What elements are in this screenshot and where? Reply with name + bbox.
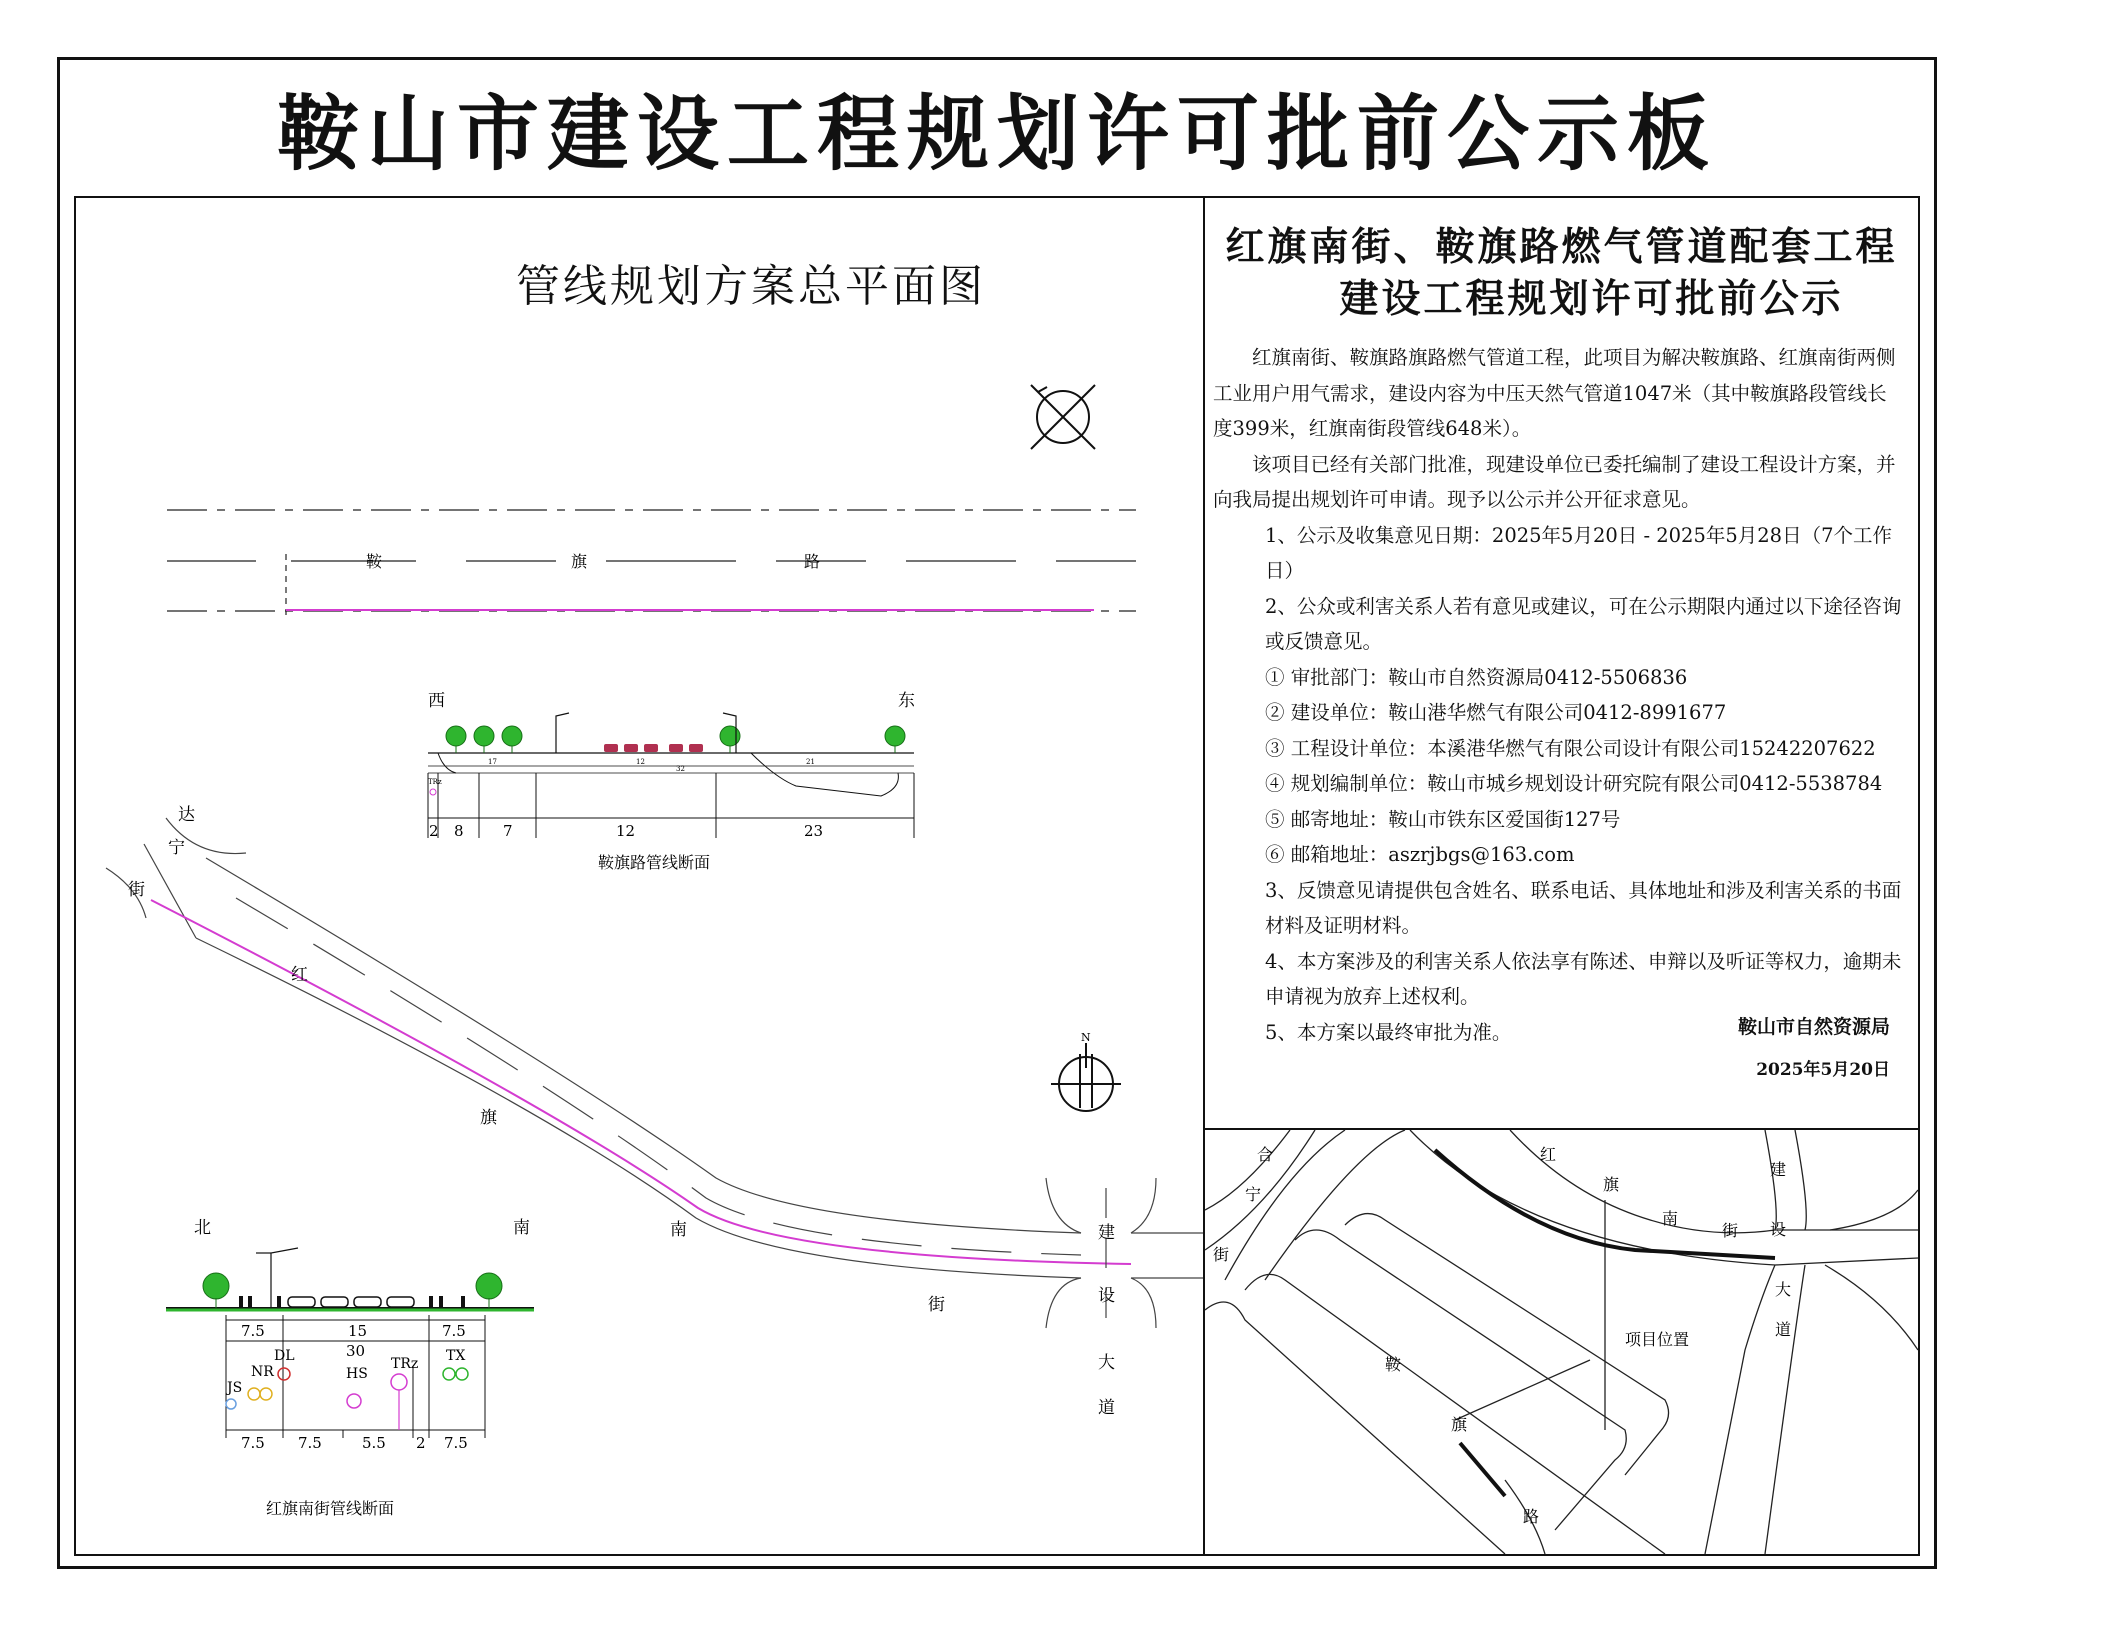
hongqi-road-label-3: 南 [670,1220,687,1240]
notice-item3: 3、反馈意见请提供包含姓名、联系电话、具体地址和涉及利害关系的书面材料及证明材料。 [1265,878,1902,937]
map-an-1: 鞍 [1385,1355,1402,1374]
anqi-road [167,510,1136,618]
hongqi-road-label-2: 旗 [480,1108,497,1128]
section1-dim-2: 8 [454,822,464,840]
drawing-title: 管线规划方案总平面图 [516,261,986,312]
section1-topdim-2: 12 [636,758,645,766]
section2-bdim-5: 7.5 [444,1434,468,1452]
jianshe-road-label-4: 道 [1098,1398,1115,1418]
contact-designer: ③ 工程设计单位：本溪港华燃气有限公司设计有限公司15242207622 [1265,736,1876,760]
da-road-label-2: 宁 [168,838,185,858]
jianshe-road-label-1: 建 [1098,1223,1115,1243]
map-jianshe-1: 建 [1770,1160,1787,1179]
plan-svg [76,198,1203,1554]
map-an-2: 旗 [1451,1415,1468,1434]
map-hong-4: 街 [1722,1221,1739,1240]
map-jianshe-3: 大 [1775,1280,1792,1299]
plan-drawing [76,198,1205,1554]
notice-item1: 1、公示及收集意见日期：2025年5月20日 - 2025年5月28日（7个工作日） [1265,523,1892,582]
section2-bdim-1: 7.5 [241,1434,265,1452]
hongqi-road [106,818,1081,1278]
pipe-hs-label: HS [346,1366,368,1382]
map-jianshe-2: 设 [1770,1220,1787,1239]
notice-para2: 该项目已经有关部门批准，现建设单位已委托编制了建设工程设计方案，并向我局提出规划许可申请。现予以公示并公开征求意见。 [1213,452,1896,511]
section1-dim-3: 7 [503,822,513,840]
location-map-svg [1205,1130,1918,1554]
section2-topdim-1: 7.5 [241,1322,265,1340]
section1-west: 西 [428,691,445,711]
section2-topdim-2: 15 [348,1322,368,1340]
hongqi-pipe [151,900,1131,1264]
da-road-label-1: 达 [178,805,195,825]
jianshe-road-label-3: 大 [1098,1353,1115,1373]
notice-title-line2: 建设工程规划许可批前公示 [1339,276,1844,322]
anqi-road-label-2: 旗 [571,552,588,571]
section2-bdim-4: 2 [416,1434,426,1452]
notice-para1: 红旗南街、鞍旗路旗路燃气管道工程，此项目为解决鞍旗路、红旗南街两侧工业用户用气需求，建设内容为中压天然气管道1047米（其中鞍旗路段管线长度399米，红旗南街段管线648米）。 [1213,346,1896,440]
section1-caption: 鞍旗路管线断面 [598,853,711,872]
section2-bdim-2: 7.5 [298,1434,322,1452]
contact-builder: ② 建设单位：鞍山港华燃气有限公司0412-8991677 [1265,701,1727,724]
north-label: N [1081,1031,1091,1044]
notice-date: 2025年5月20日 [1756,1060,1890,1080]
notice-item2: 2、公众或利害关系人若有意见或建议，可在公示期限内通过以下途径咨询或反馈意见。 [1265,594,1902,653]
map-hong-2: 旗 [1603,1175,1620,1194]
da-road-label-3: 街 [128,880,145,900]
pipe-dl-label: DL [274,1348,295,1364]
section2-total: 30 [346,1342,366,1360]
notice-item4: 4、本方案涉及的利害关系人依法享有陈述、申辩以及听证等权力，逾期未申请视为放弃上述权利。 [1265,949,1902,1008]
notice-item5: 5、本方案以最终审批为准。 [1265,1020,1512,1044]
section1-topdim-1: 17 [488,758,497,766]
hongqi-road-label-1: 红 [291,965,308,985]
section2-topdim-3: 7.5 [442,1322,466,1340]
section2-caption: 红旗南街管线断面 [266,1499,395,1518]
section1-pipe-icon [430,789,436,795]
contact-address: ⑤ 邮寄地址：鞍山市铁东区爱国街127号 [1265,807,1621,831]
map-he-3: 街 [1213,1245,1230,1264]
pipe-trz-label: TRz [391,1356,419,1372]
section1-dim-1: 2 [429,822,439,840]
location-map [1205,1130,1918,1554]
contact-approval: ① 审批部门：鞍山市自然资源局0412-5506836 [1265,665,1688,689]
section1-topdim-3: 32 [676,765,685,773]
pipe-tx-label: TX [446,1348,466,1364]
north-arrow-2-icon [1051,1043,1121,1111]
notice-body [1213,340,1905,1050]
notice-board-frame [57,57,1937,1569]
notice-panel [1205,198,1918,1130]
section1-topdim-4: 21 [806,758,815,766]
hongqi-section [166,1218,534,1518]
anqi-section [428,691,915,872]
contact-email: ⑥ 邮箱地址：aszrjbgs@163.com [1265,843,1575,866]
pipe-nr-label: NR [251,1364,274,1380]
hongqi-road-label-4: 街 [928,1295,945,1315]
board-title: 鞍山市建设工程规划许可批前公示板 [276,86,1717,182]
section1-east: 东 [898,691,915,711]
map-jianshe-4: 道 [1775,1320,1792,1339]
jianshe-road-label-2: 设 [1098,1286,1115,1306]
north-arrow-icon [1031,385,1095,449]
map-hong-3: 南 [1662,1209,1679,1228]
anqi-road-label-3: 路 [804,552,821,571]
anqi-road-label-1: 鞍 [366,552,383,571]
board-content [74,196,1920,1556]
section2-north: 北 [194,1218,211,1238]
notice-title-line1: 红旗南街、鞍旗路燃气管道配套工程 [1225,224,1898,270]
jianshe-road [1046,1178,1203,1328]
map-hong-1: 红 [1540,1145,1557,1164]
map-project-label: 项目位置 [1625,1330,1690,1349]
section1-pipe-label: TRz [428,778,442,786]
section1-dim-5: 23 [804,822,824,840]
map-pipe-anqi [1460,1443,1505,1496]
map-he-1: 合 [1257,1145,1274,1164]
section1-dim-4: 12 [616,822,636,840]
notice-signer: 鞍山市自然资源局 [1737,1016,1890,1038]
contact-planner: ④ 规划编制单位：鞍山市城乡规划设计研究院有限公司0412-5538784 [1265,772,1883,795]
section2-bdim-3: 5.5 [362,1434,386,1452]
map-he-2: 宁 [1245,1185,1262,1204]
section2-south: 南 [513,1218,530,1238]
pipe-js-label: JS [227,1380,243,1396]
map-an-3: 路 [1523,1507,1540,1526]
